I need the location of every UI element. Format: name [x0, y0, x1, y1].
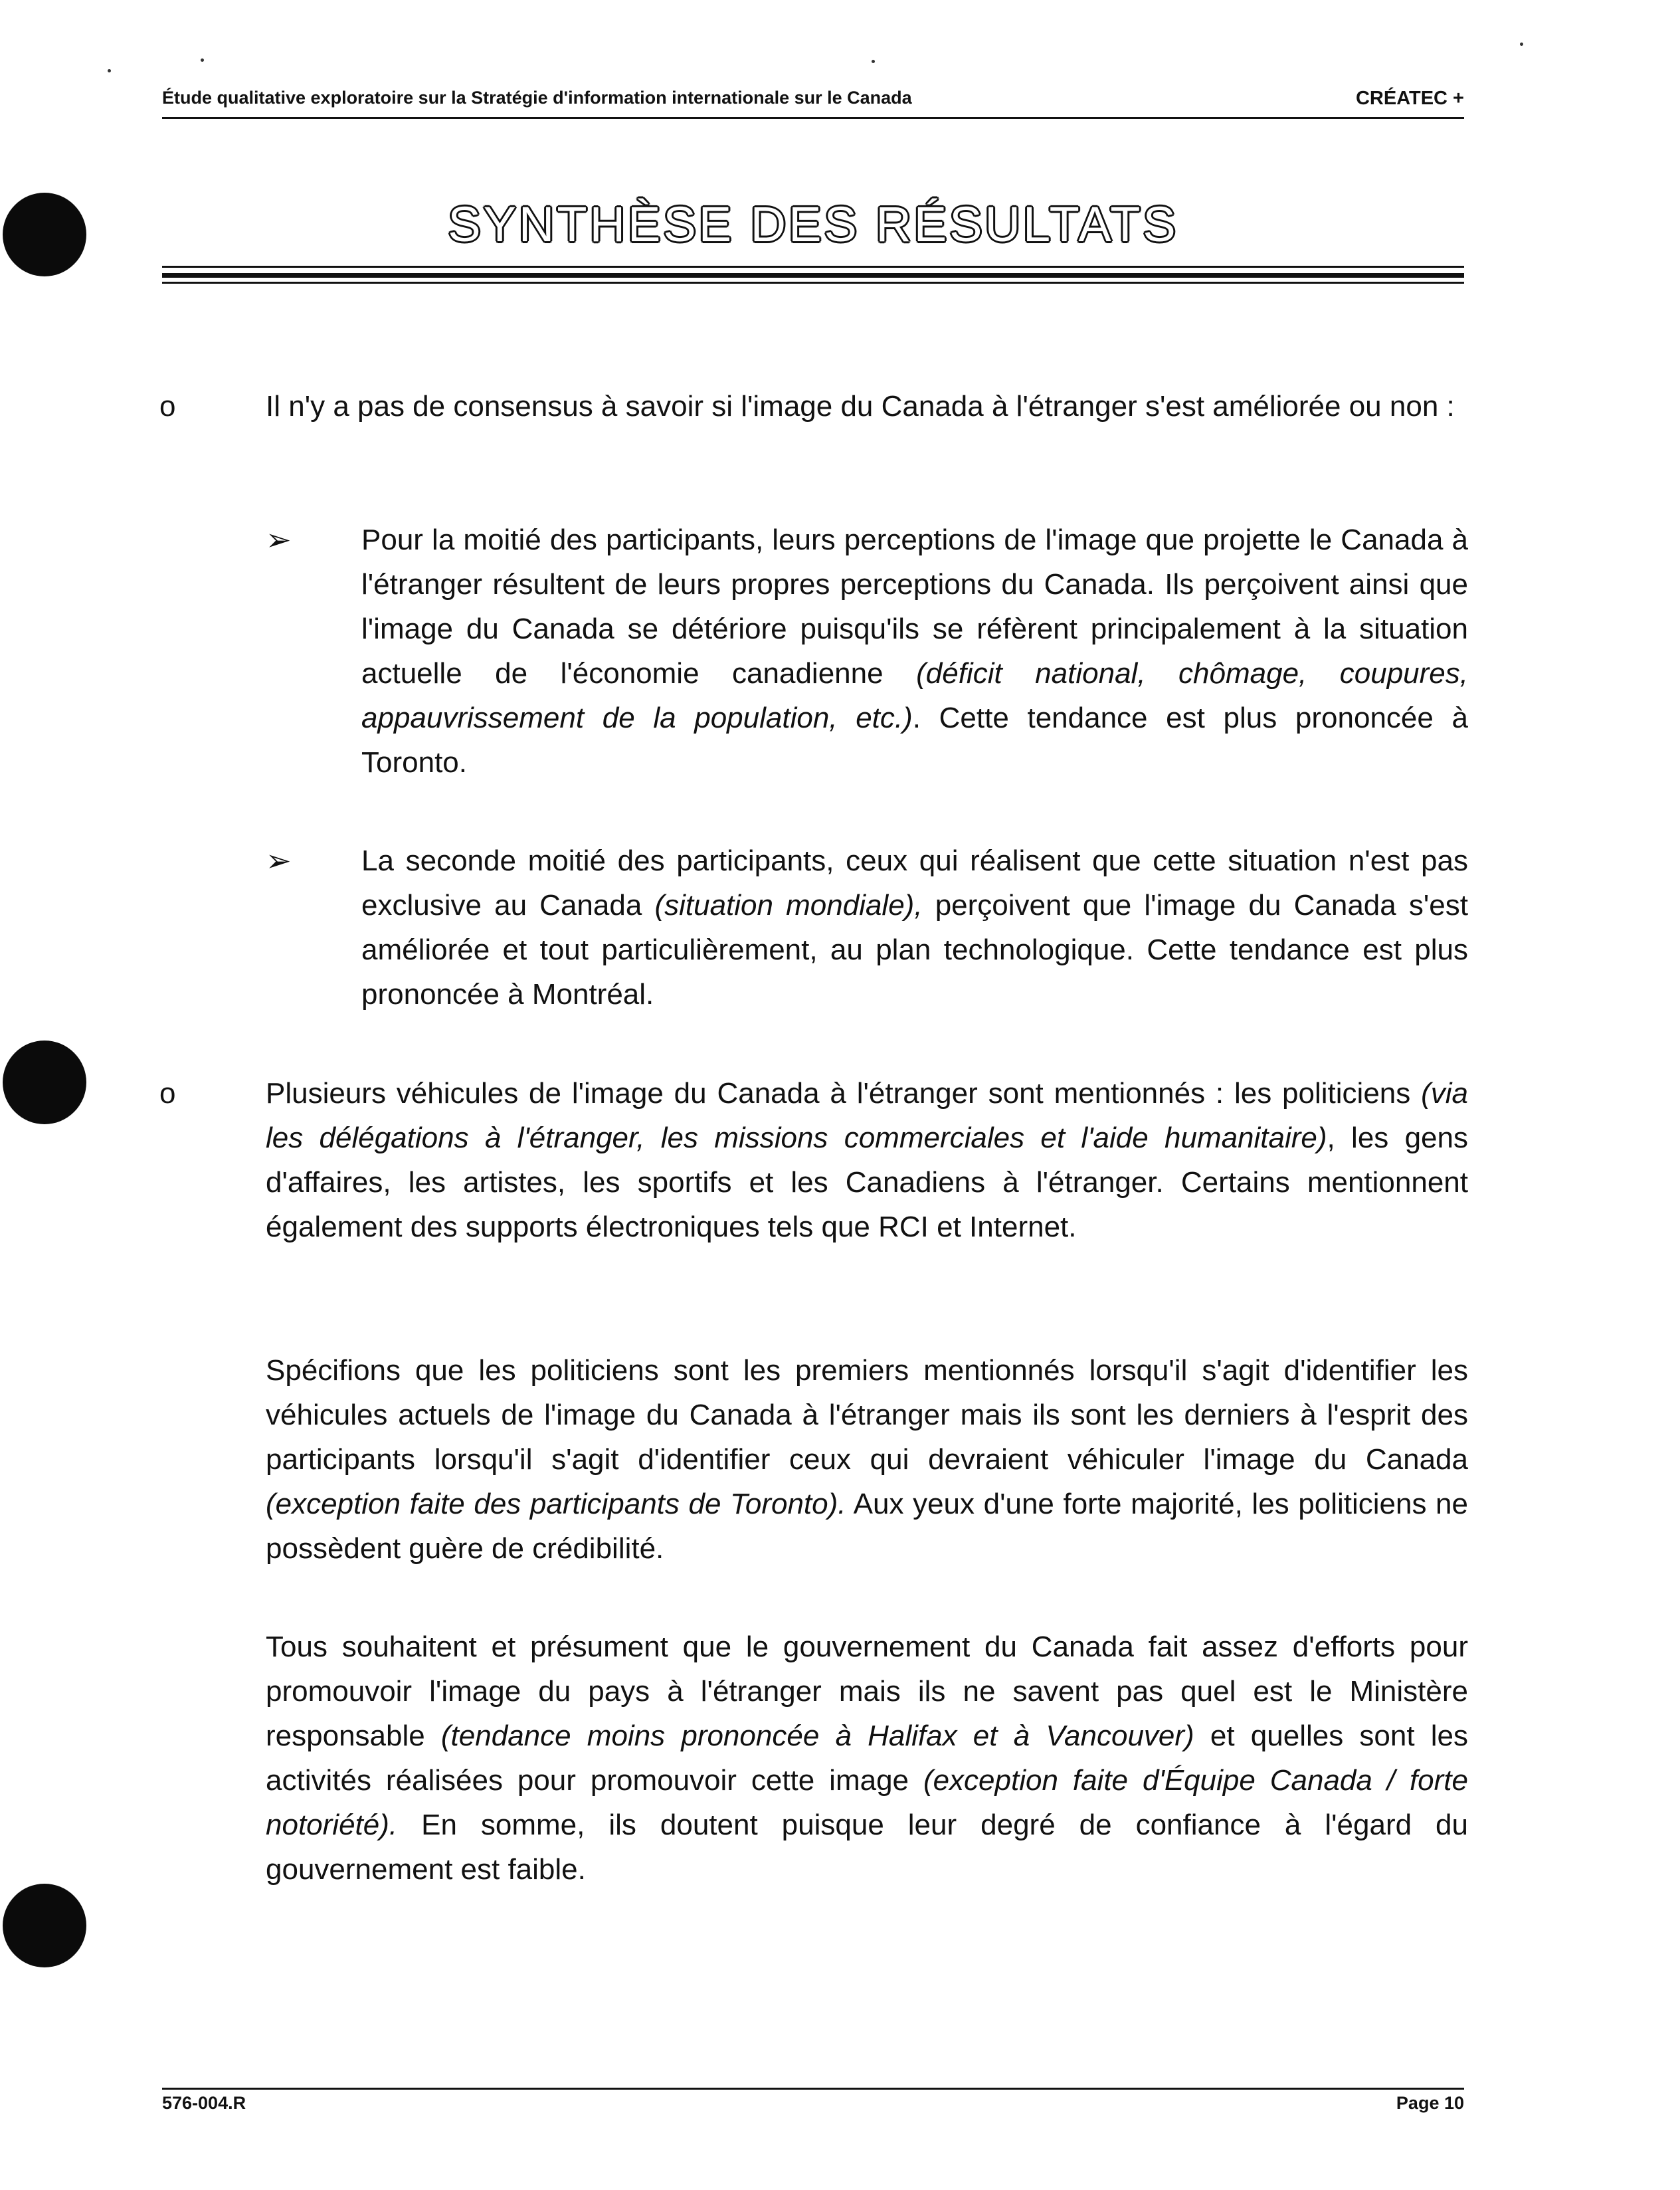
- paragraph-politicians: [266, 1348, 1468, 1571]
- binder-hole-3: [3, 1884, 86, 1967]
- header-document-title: Étude qualitative exploratoire sur la Stratégie d'information internationale sur le Canada: [162, 88, 912, 108]
- footer-rule: [162, 2088, 1464, 2090]
- paragraph-text: La seconde moitié des participants, ceux qui réalisent que cette situation n'est pas exclusive au Canada: [361, 845, 1468, 922]
- paragraph-italic: (situation mondiale),: [654, 889, 923, 922]
- bullet-consensus: [266, 384, 1468, 429]
- binder-hole-1: [3, 193, 86, 276]
- paragraph-italic: (tendance moins prononcée à Halifax et à Vancouver): [440, 1720, 1194, 1752]
- paragraph-text: , les gens d'affaires, les artistes, les sportifs et les Canadiens à l'étranger. Certains mentionnent également des supports électroniques tels que RCI et Internet.: [266, 1122, 1468, 1243]
- bullet-circle: o: [159, 390, 176, 423]
- header-rule: [162, 117, 1464, 119]
- paragraph-italic: (exception faite des participants de Toronto).: [266, 1488, 846, 1520]
- sub-bullet-first-half: [361, 518, 1468, 785]
- scan-speck: [872, 60, 875, 63]
- scan-speck: [201, 58, 204, 62]
- binder-hole-2: [3, 1041, 86, 1124]
- paragraph-text: Plusieurs véhicules de l'image du Canada à l'étranger sont mentionnés : les politiciens: [266, 1077, 1422, 1110]
- header-organization: CRÉATEC +: [1355, 88, 1464, 109]
- footer-page-number: Page 10: [1396, 2093, 1464, 2113]
- paragraph-text: Aux yeux d'une forte majorité, les politiciens ne possèdent guère de crédibilité.: [266, 1488, 1468, 1565]
- bullet-arrow: ➢: [266, 522, 292, 557]
- footer-document-code: 576-004.R: [162, 2093, 246, 2113]
- paragraph-text: . Cette tendance est plus prononcée à Toronto.: [361, 702, 1468, 779]
- paragraph-text: perçoivent que l'image du Canada s'est améliorée et tout particulièrement, au plan technologique. Cette tendance est plus prononcée à Montréal.: [361, 889, 1468, 1011]
- bullet-vehicles: [266, 1071, 1468, 1249]
- running-header: [162, 88, 1464, 117]
- bullet-arrow: ➢: [266, 843, 292, 878]
- paragraph-text: Pour la moitié des participants, leurs perceptions de l'image que projette le Canada à l'étranger résultent de leurs propres perceptions du Canada. Ils perçoivent ainsi que l'image du Canada se détériore puisqu'ils se réfèrent principalement à la situation actuelle de l'économie canadienne: [361, 524, 1468, 690]
- paragraph-text: et quelles sont les activités réalisées pour promouvoir cette image: [266, 1720, 1468, 1797]
- title-rule: [162, 266, 1464, 284]
- paragraph-italic: (exception faite d'Équipe Canada / forte notoriété).: [266, 1764, 1468, 1841]
- scan-speck: [108, 69, 111, 72]
- paragraph-text: En somme, ils doutent puisque leur degré de confiance à l'égard du gouvernement est faible.: [266, 1809, 1468, 1886]
- paragraph-italic: (via les délégations à l'étranger, les missions commerciales et l'aide humanitaire): [266, 1077, 1468, 1154]
- bullet-circle: o: [159, 1077, 176, 1110]
- sub-bullet-second-half: [361, 839, 1468, 1017]
- paragraph-text: Spécifions que les politiciens sont les premiers mentionnés lorsqu'il s'agit d'identifier les véhicules actuels de l'image du Canada à l'étranger mais ils sont les derniers à l'esprit des participants lorsqu'il s'agit d'identifier ceux qui devraient véhiculer l'image du Canada: [266, 1354, 1468, 1476]
- paragraph-government: [266, 1625, 1468, 1892]
- page-title: SYNTHÈSE DES RÉSULTATS: [448, 197, 1178, 252]
- paragraph-text: Tous souhaitent et présument que le gouvernement du Canada fait assez d'efforts pour promouvoir l'image du pays à l'étranger mais ils ne savent pas quel est le Ministère responsable: [266, 1631, 1468, 1752]
- scan-speck: [1520, 43, 1523, 46]
- paragraph-text: Il n'y a pas de consensus à savoir si l'image du Canada à l'étranger s'est améliorée ou non :: [266, 390, 1455, 423]
- paragraph-italic: (déficit national, chômage, coupures, appauvrissement de la population, etc.): [361, 657, 1468, 734]
